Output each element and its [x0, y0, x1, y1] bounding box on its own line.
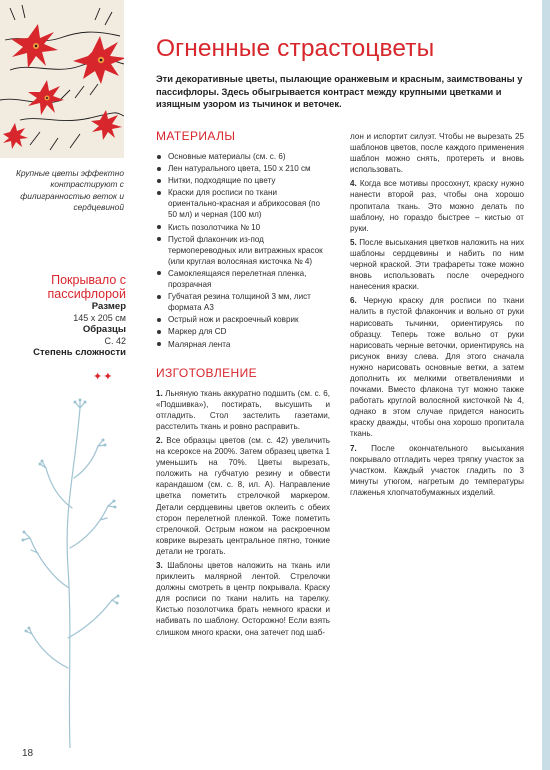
list-item: Острый нож и раскроечный коврик — [156, 314, 330, 325]
page-number: 18 — [22, 748, 34, 759]
instruction-step — [156, 435, 330, 557]
step-number: 7. — [350, 443, 357, 453]
branch-illustration — [8, 388, 128, 748]
list-item: Лен натурального цвета, 150 х 210 см — [156, 163, 330, 174]
step-number: 4. — [350, 179, 357, 189]
step-text: После окончательного высыхания покрывало отгладить через тряпку участок за участком. Каждый участок гладить по 3 минуты утюгом, нагретым до температуры глаженья хлопчатобумажных изделий. — [350, 443, 524, 497]
step-number: 5. — [350, 237, 357, 247]
instruction-step — [350, 295, 524, 439]
step-number: 1. — [156, 388, 163, 398]
passionflower-photo-art — [0, 0, 124, 158]
step-text: Все образцы цветов (см. с. 42) увеличить на ксероксе на 200%. Затем образец цветка 1 уменьшить на 70%. Цветы вырезать, положить на губчатую резину и обвести карандашом (см. с. 8, ил. А). Направление цветка пометить стрелочкой маркером. Детали сердцевины цветов оклеить с обеих сторон перелетной пленкой. Тоже пометить стрелочкой. Острым ножом на раскроечном коврике вырезать центральное пятно, тонкие детали не трогать. — [156, 435, 331, 556]
step-text: После высыхания цветков наложить на них шаблоны сердцевины и набить по ним черной краской. Эти трафареты тоже можно вновь использовать после очередного нанесения краски. — [350, 237, 525, 292]
project-spec — [4, 273, 126, 359]
difficulty-stars-icon: ✦✦ — [93, 371, 114, 383]
step-text: Когда все мотивы просохнут, краску нужно нанести второй раз, чтобы она хорошо пропитала ткань. Это можно делать по шаблону, но гораздо быстрее – кистью от руки. — [350, 179, 524, 233]
list-item: Самоклеящаяся перелетная пленка, прозрачная — [156, 268, 330, 290]
samples-label: Образцы — [82, 324, 126, 335]
column-left — [156, 129, 330, 641]
step-3-continuation: лон и испортит силуэт. Чтобы не вырезать 25 шаблонов цветов, после каждого применения шаблон можно снять, протереть и вновь использовать. — [350, 132, 524, 175]
left-column — [0, 0, 132, 770]
materials-list — [156, 151, 330, 350]
instruction-step — [350, 178, 524, 233]
page-title: Огненные страстоцветы — [156, 35, 435, 62]
photo-caption: Крупные цветы эффектно контрастируют с филигранностью веток и сердцевиной — [15, 168, 124, 213]
edge-stripe — [542, 0, 550, 770]
list-item: Нитки, подходящие по цвету — [156, 175, 330, 186]
size-value: 145 х 205 см — [73, 313, 126, 323]
step-text: Льняную ткань аккуратно подшить (см. с. 6, «Подшивка»), постирать, высушить и отгладить. Стол застелить газетами, расстелить ткань и ровно расправить. — [156, 388, 330, 431]
instructions-heading: ИЗГОТОВЛЕНИЕ — [156, 365, 257, 380]
list-item: Губчатая резина толщиной 3 мм, лист формата А3 — [156, 291, 330, 313]
size-label: Размер — [91, 301, 126, 312]
instruction-step — [350, 443, 524, 498]
instruction-step — [156, 560, 330, 638]
instruction-step — [156, 388, 330, 432]
step-text: Шаблоны цветов наложить на ткань или приклеить малярной лентой. Стрелочки должны смотреть в центр покрывала. Краску для росписи по ткани налить на тарелку. Кистью позолотчика брать немного краски и набивать по шаблону. Осторожно! Если взять слишком много краски, она затечет под шаб- — [156, 561, 331, 637]
list-item: Малярная лента — [156, 339, 330, 350]
project-title: Покрывало с пассифлорой — [47, 273, 126, 301]
step-number: 6. — [350, 296, 357, 306]
list-item: Основные материалы (см. с. 6) — [156, 151, 330, 162]
step-number: 3. — [156, 561, 163, 570]
step-text: Черную краску для росписи по ткани налить в пустой флакончик и вольно от руки нарисовать тычинки, ориентируясь по образцу. Теперь тоже вольно от руки нарисовать черные веточки, ориентируясь на рисунок внизу слева. Для этого сначала нужно нарисовать основные ветки, а затем дополнить их мелкими ответвлениями и почками. Вместо флакона тут можно также работать круглой волосяной кисточкой № 4, однако в этом случае придется наносить краску дважды, чтобы она хорошо пропитала ткань. — [350, 296, 524, 439]
step-number: 2. — [156, 435, 163, 445]
list-item: Краски для росписи по ткани ориентально-красная и абрикосовая (по 50 мл) и черная (100 мл) — [156, 187, 330, 220]
list-item: Маркер для CD — [156, 326, 330, 337]
intro-text: Эти декоративные цветы, пылающие оранжевым и красным, заимствованы у пассифлоры. Здесь обыгрывается контраст между крупными цветками и изящным узором из тычинок и веточек. — [156, 73, 523, 109]
list-item: Кисть позолотчика № 10 — [156, 222, 330, 233]
instruction-step — [350, 237, 524, 292]
column-right — [350, 131, 524, 501]
passionflower-fabric-photo — [0, 0, 124, 158]
list-item: Пустой флакончик из-под термопереводных или витражных красок (или круглая волосяная кисточка № 4) — [156, 234, 330, 267]
samples-value: С. 42 — [104, 336, 126, 346]
difficulty-label: Степень сложности — [33, 347, 126, 358]
materials-heading: МАТЕРИАЛЫ — [156, 129, 236, 143]
